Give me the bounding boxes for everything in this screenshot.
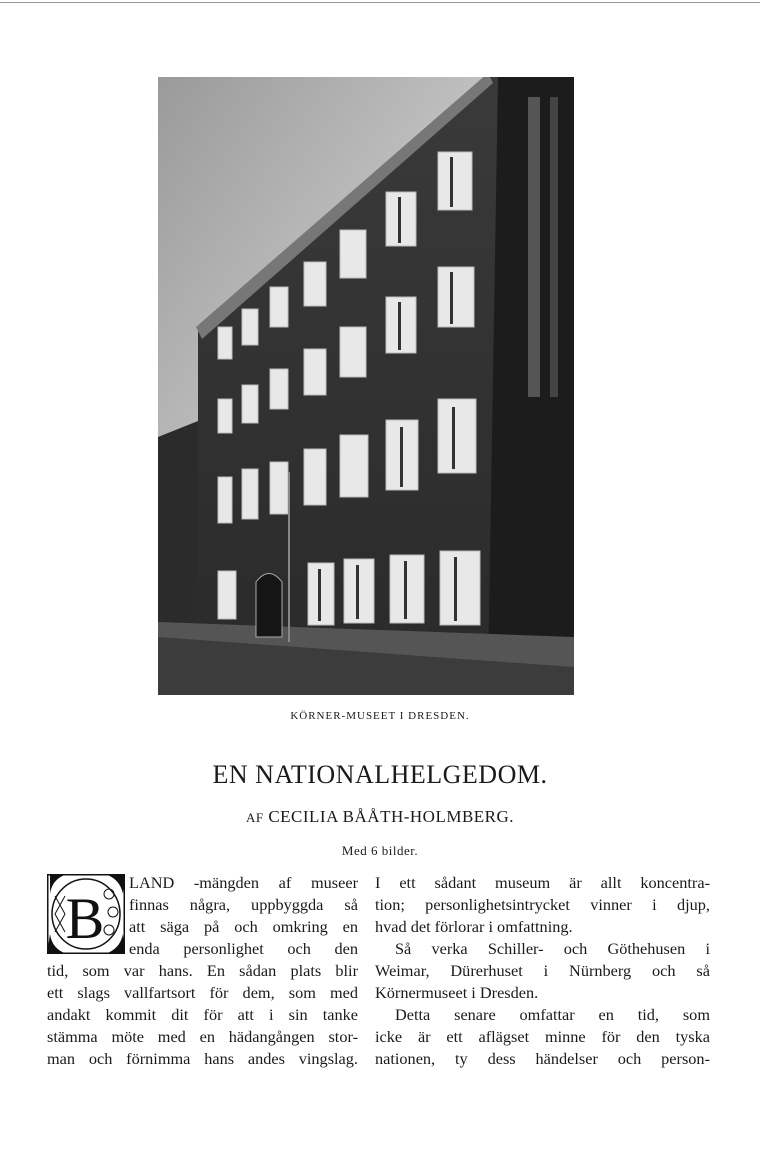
text-line: nationen, ty dess händelser och person- — [375, 1049, 710, 1068]
article-title: EN NATIONALHELGEDOM. — [212, 760, 548, 789]
text-line: Detta senare omfattar en tid, som — [395, 1005, 710, 1024]
right-column — [375, 872, 710, 1070]
text-line: Så verka Schiller- och Göthehusen i — [395, 939, 710, 958]
illustrations-note: Med 6 bilder. — [341, 843, 419, 858]
text-line: finnas några, uppbyggda så — [129, 895, 358, 914]
text-line: andakt kommit dit för att i sin tanke — [47, 1005, 358, 1024]
article-byline — [0, 807, 760, 827]
text-line: tion; personlighetsintrycket vinner i djup, — [375, 895, 710, 914]
text-line: hvad det förlorar i omfattning. — [375, 917, 573, 936]
page-edge-line — [0, 2, 760, 3]
text-line: ett slags vallfartsort för dem, som med — [47, 983, 358, 1002]
text-line: tid, som var hans. En sådan plats blir — [47, 961, 358, 980]
drop-cap-letter: B — [65, 886, 105, 951]
text-line: enda personlighet och den — [129, 939, 358, 958]
left-column — [47, 872, 358, 1070]
text-line: att säga på och omkring en — [129, 917, 358, 936]
text-line: man och förnimma hans andes vingslag. — [47, 1049, 358, 1068]
text-line: Weimar, Dürerhuset i Nürnberg och så — [375, 961, 710, 980]
text-line: LAND -mängden af museer — [129, 873, 358, 892]
figure-caption: KÖRNER-MUSEET I DRESDEN. — [290, 710, 470, 722]
text-line: I ett sådant museum är allt koncentra- — [375, 873, 710, 892]
byline-prefix: AF — [245, 810, 264, 825]
author-name: CECILIA BÅÅTH-HOLMBERG. — [268, 807, 515, 826]
text-line: stämma möte med en hädangången stor- — [47, 1027, 358, 1046]
building-photo — [158, 77, 574, 695]
text-line: Körnermuseet i Dresden. — [375, 983, 539, 1002]
text-line: icke är ett aflägset minne för den tyska — [375, 1027, 710, 1046]
